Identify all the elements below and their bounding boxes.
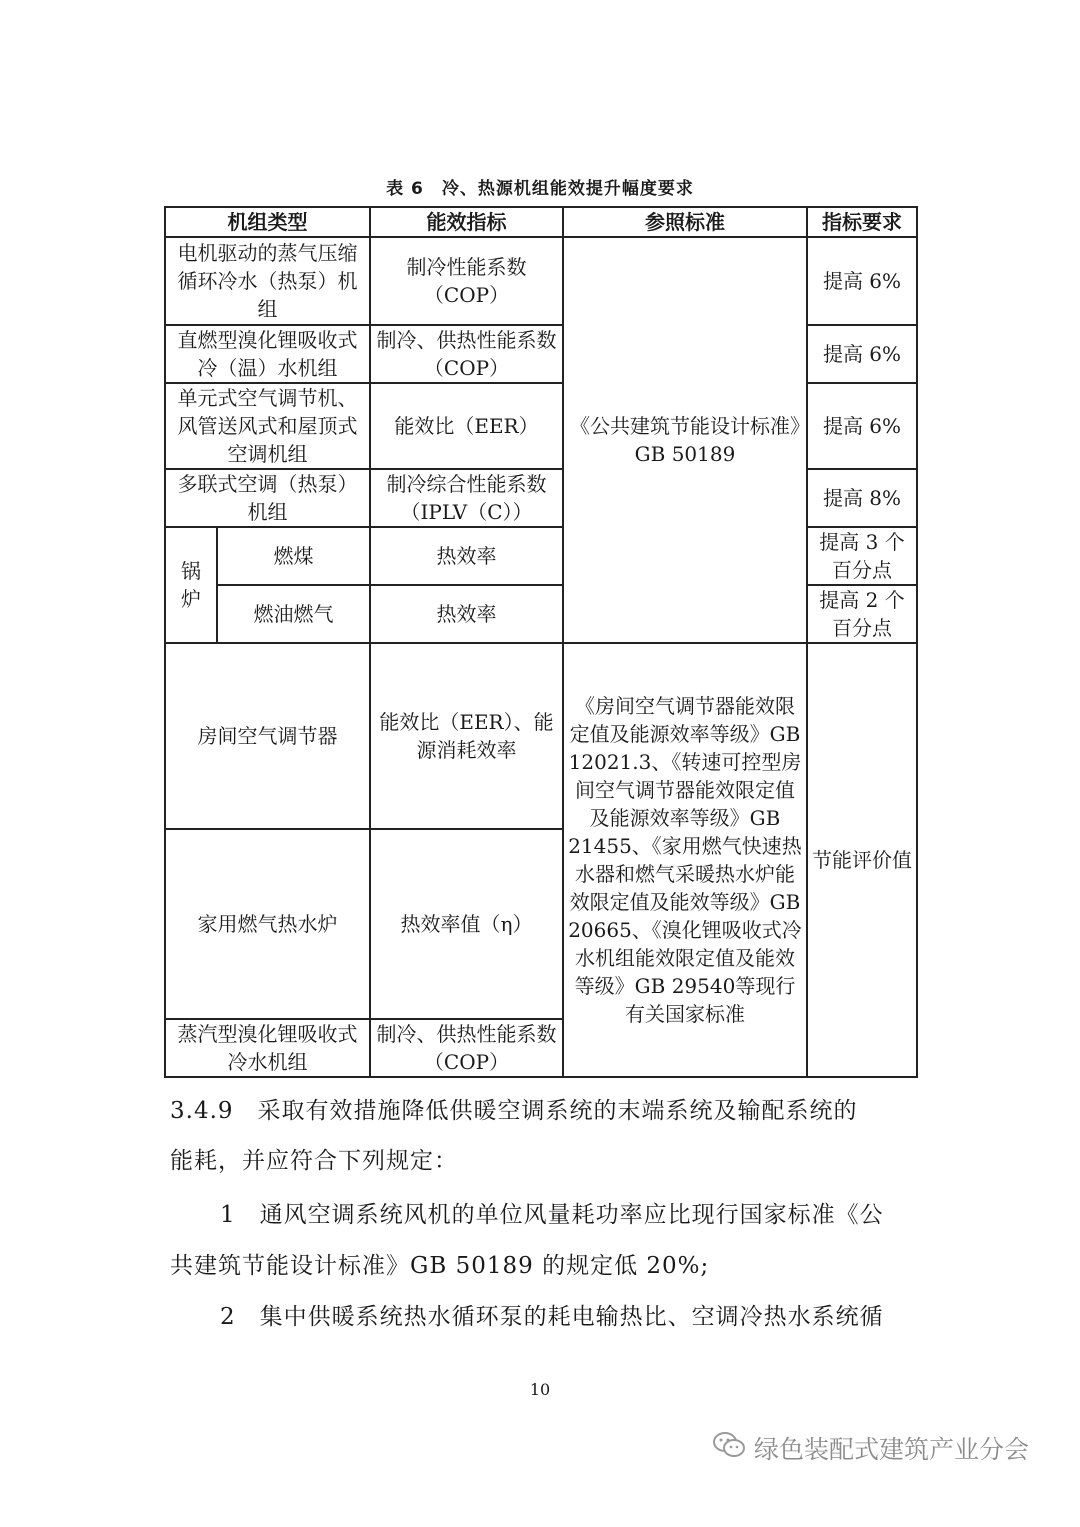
unit-type-cell: 蒸汽型溴化锂吸收式冷水机组 [165,1019,370,1077]
unit-type-cell: 家用燃气热水炉 [165,829,370,1019]
unit-type-cell: 多联式空调（热泵）机组 [165,469,370,527]
metric-cell: 制冷性能系数（COP） [370,237,563,325]
wechat-icon [712,1430,746,1466]
header-requirement: 指标要求 [807,207,917,237]
unit-type-cell: 单元式空气调节机、风管送风式和屋顶式空调机组 [165,383,370,469]
metric-cell: 热效率值（η） [370,829,563,1019]
watermark [712,1430,1029,1466]
requirement-cell: 提高 6% [807,325,917,383]
requirement-cell: 提高 3 个百分点 [807,527,917,585]
requirement-cell: 节能评价值 [807,643,917,1077]
metric-cell: 能效比（EER） [370,383,563,469]
table-caption: 表 6 冷、热源机组能效提升幅度要求 [386,179,694,199]
unit-type-cell: 房间空气调节器 [165,643,370,829]
requirement-cell: 提高 2 个百分点 [807,585,917,643]
item-2-line1: 2 集中供暖系统热水循环泵的耗电输热比、空调冷热水系统循 [220,1304,884,1330]
unit-type-cell: 燃油燃气 [217,585,370,643]
metric-cell: 制冷、供热性能系数（COP） [370,1019,563,1077]
requirement-cell: 提高 6% [807,383,917,469]
header-standard: 参照标准 [563,207,807,237]
table-row [165,643,917,829]
table-row [165,237,917,325]
table-header-row [165,207,917,237]
standard-cell: 《房间空气调节器能效限定值及能源效率等级》GB 12021.3、《转速可控型房间空气调节器能效限定值及能源效率等级》GB 21455、《家用燃气快速热水器和燃气采暖热水炉能效限定值及能效等级》GB 20665、《溴化锂吸收式冷水机组能效限定值及能效等级》GB 29540等现行有关国家标准 [563,643,807,1077]
metric-cell: 热效率 [370,527,563,585]
header-unit-type: 机组类型 [165,207,370,237]
metric-cell: 热效率 [370,585,563,643]
item-1-line1: 1 通风空调系统风机的单位风量耗功率应比现行国家标准《公 [220,1202,884,1228]
boiler-label-cell: 锅炉 [165,527,217,643]
item-1-line2: 共建筑节能设计标准》GB 50189 的规定低 20%; [170,1253,710,1279]
unit-type-cell: 燃煤 [217,527,370,585]
energy-efficiency-table [164,206,918,1078]
requirement-cell: 提高 6% [807,237,917,325]
header-metric: 能效指标 [370,207,563,237]
clause-3-4-9-line2: 能耗，并应符合下列规定： [170,1148,458,1174]
unit-type-cell: 直燃型溴化锂吸收式冷（温）水机组 [165,325,370,383]
standard-cell: 《公共建筑节能设计标准》GB 50189 [563,237,807,643]
clause-3-4-9-line1: 3.4.9 采取有效措施降低供暖空调系统的末端系统及输配系统的 [170,1098,858,1124]
page-number: 10 [529,1380,551,1399]
requirement-cell: 提高 8% [807,469,917,527]
watermark-text: 绿色装配式建筑产业分会 [754,1435,1030,1464]
metric-cell: 能效比（EER）、能源消耗效率 [370,643,563,829]
metric-cell: 制冷综合性能系数（IPLV（C）） [370,469,563,527]
unit-type-cell: 电机驱动的蒸气压缩循环冷水（热泵）机组 [165,237,370,325]
metric-cell: 制冷、供热性能系数（COP） [370,325,563,383]
